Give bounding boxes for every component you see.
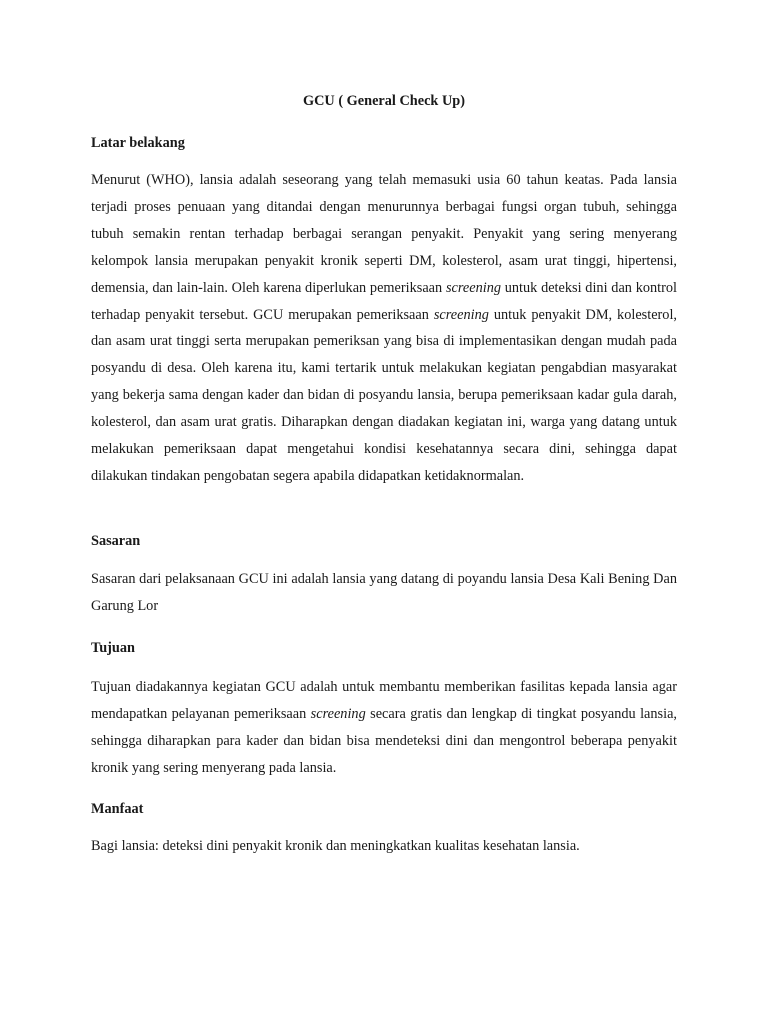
section-paragraph-sasaran [91, 566, 677, 620]
section-paragraph-tujuan [91, 674, 677, 782]
section-paragraph-manfaat [91, 833, 677, 860]
italic-term: screening [310, 705, 366, 722]
section-heading-manfaat: Manfaat [91, 801, 144, 817]
paragraph-text: secara gratis dan lengkap di tingkat posyandu lansia, sehingga diharapkan para kader dan bidan bisa mendeteksi dini dan mengontrol beberapa penyakit kronik yang sering menyerang pada lansia. [91, 705, 677, 776]
paragraph-text: Menurut (WHO), lansia adalah seseorang yang telah memasuki usia 60 tahun keatas. Pada lansia terjadi proses penuaan yang ditandai dengan menurunnya berbagai fungsi organ tubuh, sehingga tubuh semakin rentan terhadap berbagai serangan penyakit. Penyakit yang sering menyerang kelompok lansia merupakan penyakit kronik seperti DM, kolesterol, asam urat tinggi, hipertensi, demensia, dan lain-lain. Oleh karena diperlukan pemeriksaan [91, 172, 677, 296]
section-heading-sasaran: Sasaran [91, 533, 141, 549]
section-heading-latar-belakang: Latar belakang [91, 135, 185, 151]
section-heading-tujuan: Tujuan [91, 640, 135, 656]
paragraph-text: untuk deteksi dini dan kontrol terhadap penyakit tersebut. GCU merupakan pemeriksaan [91, 279, 677, 323]
paragraph-text: Bagi lansia: deteksi dini penyakit kronik dan meningkatkan kualitas kesehatan lansia. [91, 838, 580, 854]
document-title: GCU ( General Check Up) [302, 93, 465, 109]
italic-term: screening [445, 279, 501, 296]
italic-term: screening [433, 306, 489, 323]
paragraph-text: Sasaran dari pelaksanaan GCU ini adalah lansia yang datang di poyandu lansia Desa Kali Bening Dan Garung Lor [91, 571, 677, 614]
paragraph-text: Tujuan diadakannya kegiatan GCU adalah untuk membantu memberikan fasilitas kepada lansia agar mendapatkan pelayanan pemeriksaan [91, 679, 677, 722]
paragraph-text: untuk penyakit DM, kolesterol, dan asam urat tinggi serta merupakan pemeriksan yang bisa di implementasikan dengan mudah pada posyandu di desa. Oleh karena itu, kami tertarik untuk melakukan kegiatan pengabdian masyarakat yang bekerja sama dengan kader dan bidan di posyandu lansia, berupa pemeriksaan kadar gula darah, kolesterol, dan asam urat gratis. Diharapkan dengan diadakan kegiatan ini, warga yang datang untuk melakukan pemeriksaan dapat mengetahui kondisi kesehatannya secara dini, sehingga dapat dilakukan tindakan pengobatan segera apabila didapatkan ketidaknormalan. [91, 306, 678, 484]
section-paragraph-latar-belakang [91, 167, 677, 490]
